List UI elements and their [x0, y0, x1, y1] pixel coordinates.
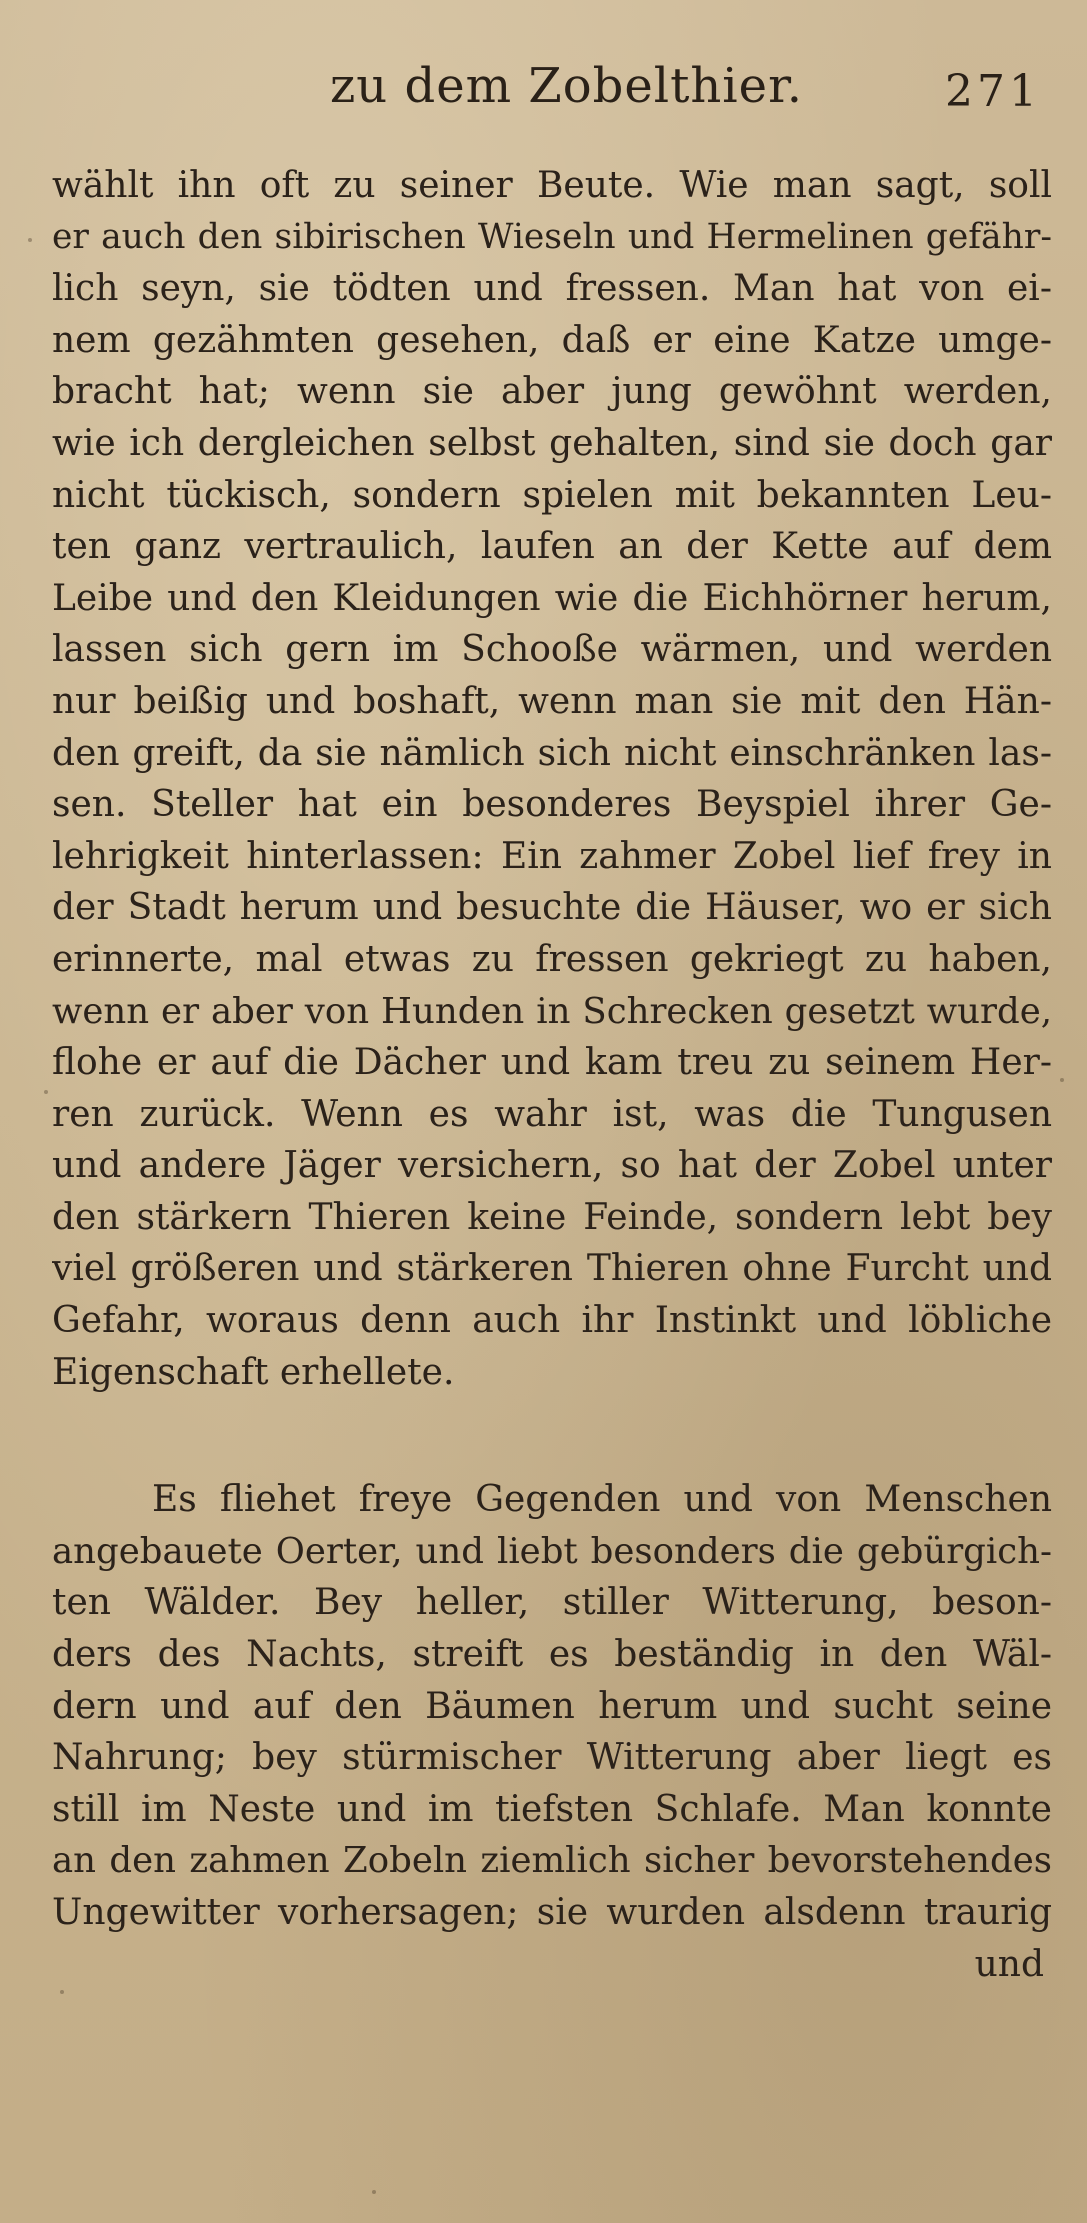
text-line: ders des Nachts, streift es beständig in den Wäl-	[52, 1634, 1052, 1676]
text-line: erinnerte, mal etwas zu fressen gekriegt zu haben,	[52, 938, 1052, 980]
paper-speck	[372, 2190, 376, 2194]
text-line: er auch den sibirischen Wieseln und Hermelinen gefähr-	[52, 216, 1052, 257]
text-line: ten ganz vertraulich, laufen an der Kette auf dem	[52, 526, 1052, 568]
text-line: und andere Jäger versichern, so hat der Zobel unter	[52, 1145, 1052, 1187]
text-line: still im Neste und im tiefsten Schlafe. Man konnte	[52, 1788, 1052, 1830]
running-head: zu dem Zobelthier.	[330, 58, 803, 114]
text-line: Es fliehet freye Gegenden und von Menschen	[152, 1479, 1052, 1521]
text-line: nem gezähmten gesehen, daß er eine Katze umge-	[52, 319, 1052, 361]
text-line: lehrigkeit hinterlassen: Ein zahmer Zobel lief frey in	[52, 835, 1052, 877]
text-line: Leibe und den Kleidungen wie die Eichhörner herum,	[52, 577, 1052, 619]
catchword: und	[974, 1943, 1044, 1985]
text-line: Ungewitter vorhersagen; sie wurden alsdenn traurig	[52, 1892, 1052, 1933]
body-text	[52, 160, 1052, 1990]
text-line: ten Wälder. Bey heller, stiller Witterung, beson-	[52, 1582, 1052, 1624]
text-line: Nahrung; bey stürmischer Witterung aber liegt es	[52, 1737, 1052, 1779]
text-line: Gefahr, woraus denn auch ihr Instinkt und löbliche	[52, 1300, 1052, 1342]
text-line: wenn er aber von Hunden in Schrecken gesetzt wurde,	[52, 990, 1052, 1032]
paragraph-break	[52, 1398, 1052, 1474]
paper-speck	[44, 1090, 48, 1094]
paragraph	[52, 1474, 1052, 1938]
text-line: den stärkern Thieren keine Feinde, sondern lebt bey	[52, 1196, 1052, 1238]
text-line: wählt ihn oft zu seiner Beute. Wie man sagt, soll	[52, 165, 1052, 206]
text-line: flohe er auf die Dächer und kam treu zu seinem Her-	[52, 1042, 1052, 1084]
text-line: ren zurück. Wenn es wahr ist, was die Tungusen	[52, 1093, 1052, 1135]
text-line: nicht tückisch, sondern spielen mit bekannten Leu-	[52, 474, 1052, 516]
page-header	[0, 58, 1087, 128]
text-line: bracht hat; wenn sie aber jung gewöhnt werden,	[52, 371, 1052, 413]
text-line: wie ich dergleichen selbst gehalten, sind sie doch gar	[52, 422, 1052, 464]
text-line: viel größeren und stärkeren Thieren ohne Furcht und	[52, 1248, 1052, 1290]
paper-speck	[60, 1990, 64, 1994]
text-line: nur beißig und boshaft, wenn man sie mit den Hän-	[52, 680, 1052, 722]
page-number: 271	[945, 66, 1041, 117]
paper-speck	[28, 238, 32, 242]
paper-speck	[1060, 1078, 1064, 1082]
text-line: an den zahmen Zobeln ziemlich sicher bevorstehendes	[52, 1840, 1052, 1882]
text-line: sen. Steller hat ein besonderes Beyspiel ihrer Ge-	[52, 784, 1052, 826]
text-line: Eigenschaft erhellete.	[52, 1351, 455, 1393]
text-line: lich seyn, sie tödten und fressen. Man hat von ei-	[52, 268, 1052, 310]
text-line: dern und auf den Bäumen herum und sucht seine	[52, 1685, 1052, 1727]
paragraph	[52, 160, 1052, 1398]
text-line: lassen sich gern im Schooße wärmen, und werden	[52, 629, 1052, 671]
text-line: der Stadt herum und besuchte die Häuser, wo er sich	[52, 887, 1052, 929]
text-line: den greift, da sie nämlich sich nicht einschränken las-	[52, 732, 1052, 774]
text-line: angebauete Oerter, und liebt besonders die gebürgich-	[52, 1530, 1052, 1572]
